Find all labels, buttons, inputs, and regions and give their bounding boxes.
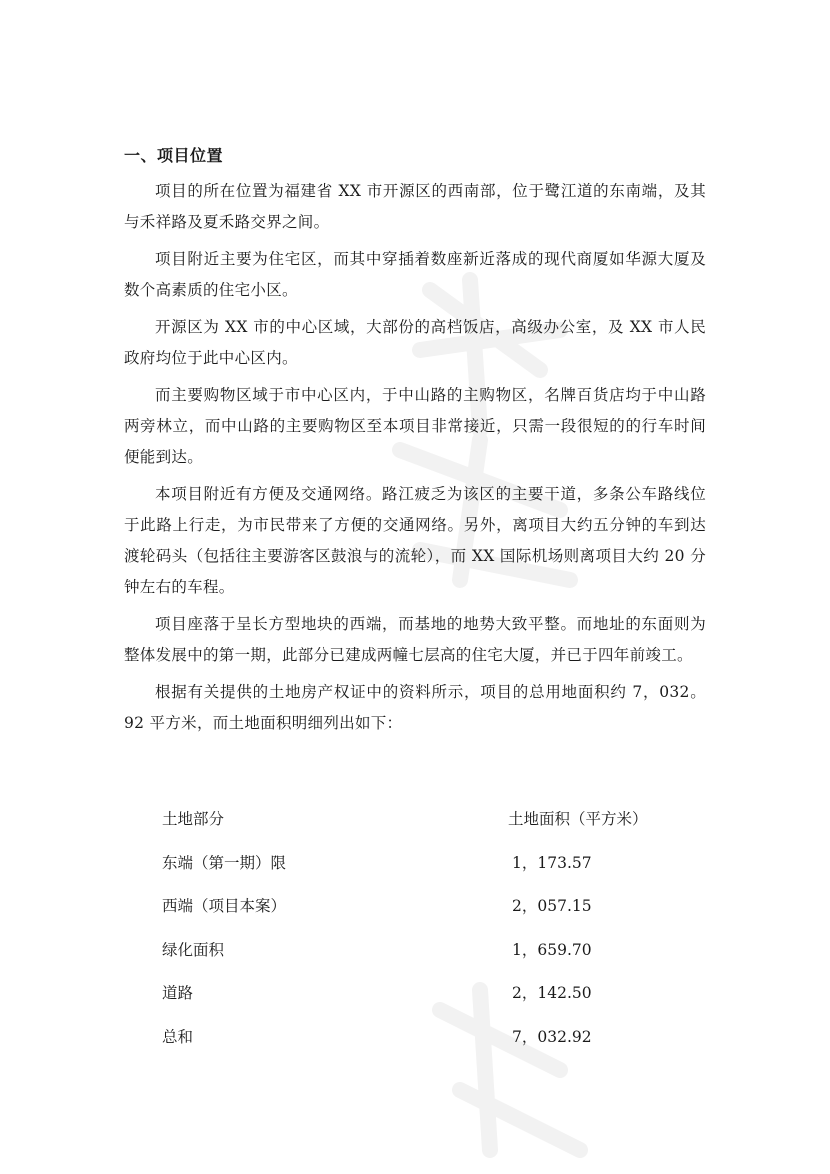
document-body bbox=[124, 140, 706, 745]
table-header-row bbox=[162, 804, 682, 848]
table-row bbox=[162, 848, 682, 892]
paragraph-site: 项目座落于呈长方型地块的西端，而基地的地势大致平整。而地址的东面则为整体发展中的第一期，此部分已建成两幢七层高的住宅大厦，并已于四年前竣工。 bbox=[124, 615, 706, 664]
land-area-cell: 7，032.92 bbox=[512, 1027, 592, 1046]
land-area-cell: 2，142.50 bbox=[512, 984, 592, 1002]
land-part-cell: 道路 bbox=[162, 984, 194, 1002]
land-area-cell: 1，659.70 bbox=[512, 940, 592, 959]
paragraph-surroundings: 项目附近主要为住宅区，而其中穿插着数座新近落成的现代商厦如华源大厦及数个高素质的住宅小区。 bbox=[124, 250, 706, 299]
land-area-cell: 2，057.15 bbox=[512, 897, 592, 915]
land-area-table bbox=[162, 804, 682, 1065]
table-row bbox=[162, 1022, 682, 1066]
land-part-cell: 西端（项目本案） bbox=[162, 897, 287, 915]
paragraph-land-area: 根据有关提供的土地房产权证中的资料所示，项目的总用地面积约 7，032。92 平方米，而土地面积明细列出如下： bbox=[124, 683, 706, 732]
paragraph-district: 开源区为 XX 市的中心区域，大部份的高档饭店，高级办公室，及 XX 市人民政府均位于此中心区内。 bbox=[124, 318, 706, 367]
land-part-cell: 东端（第一期）限 bbox=[162, 853, 287, 872]
land-area-cell: 1，173.57 bbox=[512, 853, 592, 872]
header-land-area: 土地面积（平方米） bbox=[508, 810, 648, 828]
table-row bbox=[162, 935, 682, 979]
header-land-part: 土地部分 bbox=[162, 810, 225, 828]
section-heading: 一、项目位置 bbox=[124, 146, 224, 165]
paragraph-transport: 本项目附近有方便及交通网络。路江疲乏为该区的主要干道，多条公车路线位于此路上行走，为市民带来了方便的交通网络。另外，离项目大约五分钟的车到达渡轮码头（包括往主要游客区鼓浪与的流轮），而 XX 国际机场则离项目大约 20 分钟左右的车程。 bbox=[124, 485, 706, 596]
land-part-cell: 绿化面积 bbox=[162, 940, 225, 959]
table-row bbox=[162, 891, 682, 935]
paragraph-location: 项目的所在位置为福建省 XX 市开源区的西南部，位于鹭江道的东南端，及其与禾祥路及夏禾路交界之间。 bbox=[124, 182, 706, 231]
land-part-cell: 总和 bbox=[162, 1027, 194, 1046]
table-row bbox=[162, 978, 682, 1022]
paragraph-shopping: 而主要购物区域于市中心区内，于中山路的主购物区，名牌百货店均于中山路两旁林立，而中山路的主要购物区至本项目非常接近，只需一段很短的的行车时间便能到达。 bbox=[124, 386, 706, 466]
